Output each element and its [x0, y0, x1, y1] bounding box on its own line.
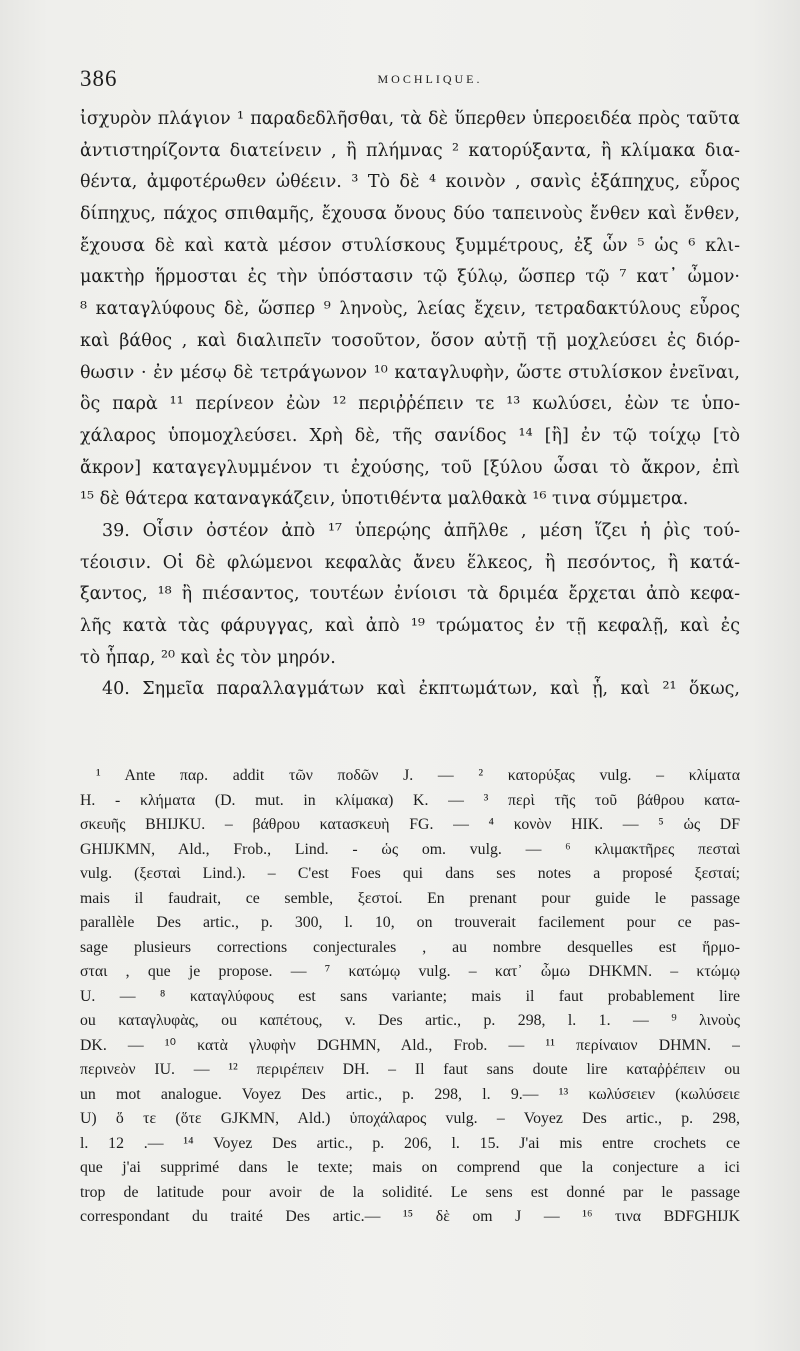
footnote-line: H. - κλήματα (D. mut. in κλίμακα) K. — ³ περὶ τῆς τοῦ βάθρου κατα- — [80, 791, 740, 809]
text-line: ὃς παρὰ ¹¹ περίνεον ἐὼν ¹² περιῤῥέπειν τε ¹³ κωλύσει, ἐὼν τε ὑπο- — [80, 394, 740, 415]
text-line: ξαντος, ¹⁸ ἢ πιέσαντος, τουτέων ἐνίοισι τὰ δριμέα ἔρχεται ἀπὸ κεφα- — [80, 584, 740, 605]
page-number: 386 — [80, 66, 118, 91]
footnote-line: correspondant du traité Des artic.— ¹⁵ δὲ om J — ¹⁶ τινα BDFGHIJK — [80, 1208, 740, 1225]
text-line: ἔχουσα δὲ καὶ κατὰ μέσον στυλίσκους ξυμμέτρους, ἐξ ὧν ⁵ ὡς ⁶ κλι- — [80, 235, 740, 256]
text-line: θέντα, ἀμφοτέρωθεν ὠθέειν. ³ Τὸ δὲ ⁴ κοινὸν , σανὶς ἑξάπηχυς, εὖρος — [80, 172, 740, 193]
text-line: τὸ ἧπαρ, ²⁰ καὶ ἐς τὸν μηρόν. — [80, 647, 336, 668]
greek-main-text — [80, 104, 740, 706]
footnote-line: trop de latitude pour avoir de la solidité. Le sens est donné par le passage — [80, 1183, 740, 1201]
text-line: ⁸ καταγλύφους δὲ, ὥσπερ ⁹ ληνοὺς, λείας ἔχειν, τετραδακτύλους εὖρος — [80, 299, 740, 320]
page-header — [80, 66, 740, 96]
footnote-line: que j'ai supprimé dans le texte; mais on comprend que la conjecture a ici — [80, 1159, 740, 1176]
text-line: μακτὴρ ἥρμοσται ἐς τὴν ὑπόστασιν τῷ ξύλῳ, ὥσπερ τῷ ⁷ κατ᾽ ὦμον· — [80, 267, 740, 288]
text-line: 39. Οἷσιν ὀστέον ἀπὸ ¹⁷ ὑπερῴης ἀπῆλθε , μέση ἵζει ἡ ῥὶς τού- — [102, 520, 740, 541]
text-line: τέοισιν. Οἱ δὲ φλώμενοι κεφαλὰς ἄνευ ἕλκεος, ἢ πεσόντος, ἢ κατά- — [80, 552, 740, 573]
text-line: ἄκρον] καταγεγλυμμένον τι ἐχούσης, τοῦ [ξύλου ὦσαι τὸ ἄκρον, ἐπὶ — [80, 457, 740, 478]
text-line: χάλαρος ὑπομοχλεύσει. Χρὴ δὲ, τῆς σανίδος ¹⁴ [ἢ] ἐν τῷ τοίχῳ [τὸ — [80, 425, 740, 446]
footnote-line: GHIJKMN, Ald., Frob., Lind. - ὡς om. vulg. — ⁶ κλιμακτῆρες πεσταὶ — [80, 840, 740, 858]
text-line: ἀντιστηρίζοντα διατείνειν , ἢ πλήμνας ² κατορύξαντα, ἢ κλίμακα δια- — [80, 140, 740, 161]
footnote-line: σκευῆς BHIJKU. – βάθρου κατασκευὴ FG. — ⁴ κονὸν HIK. — ⁵ ὡς DF — [80, 816, 740, 833]
text-line: καὶ βάθος , καὶ διαλιπεῖν τοσοῦτον, ὅσον αὐτῇ τῇ μοχλεύσει ἐς διόρ- — [80, 330, 740, 351]
footnote-line: σται , que je propose. — ⁷ κατώμῳ vulg. – κατ᾽ ὦμω DHKMN. – κτώμῳ — [80, 963, 740, 980]
footnote-line: vulg. (ξεσταὶ Lind.). – C'est Foes qui dans ses notes a proposé ξεσταί; — [80, 865, 740, 882]
footnote-line: U. — ⁸ καταγλύφους est sans variante; mais il faut probablement lire — [80, 987, 740, 1005]
footnote-line: ou καταγλυφὰς, ou καπέτους, v. Des artic., p. 298, l. 1. — ⁹ λινοὺς — [80, 1012, 740, 1029]
text-line: 40. Σημεῖα παραλλαγμάτων καὶ ἐκπτωμάτων, καὶ ᾗ, καὶ ²¹ ὅκως, — [102, 679, 740, 700]
footnote-line: ¹ Ante παρ. addit τῶν ποδῶν J. — ² κατορύξας vulg. – κλίματα — [96, 767, 740, 784]
footnote-line: περινεὸν IU. — ¹² περιρέπειν DH. – Il faut sans doute lire καταῤῥέπειν ou — [80, 1061, 740, 1078]
footnote-line: U) ὅ τε (ὅτε GJKMN, Ald.) ὑποχάλαρος vulg. – Voyez Des artic., p. 298, — [80, 1110, 740, 1127]
footnotes — [80, 764, 740, 1230]
footnote-line: mais il faudrait, ce semble, ξεστοί. En prenant pour guide le passage — [80, 889, 740, 907]
text-line: θωσιν · ἐν μέσῳ δὲ τετράγωνον ¹⁰ καταγλυφὴν, ὥστε στυλίσκον ἐνεῖναι, — [80, 362, 740, 383]
footnote-line: l. 12 .— ¹⁴ Voyez Des artic., p. 206, l. 15. J'ai mis entre crochets ce — [80, 1134, 740, 1152]
text-line: ἰσχυρὸν πλάγιον ¹ παραδεδλῆσθαι, τὰ δὲ ὕπερθεν ὑπεροειδέα πρὸς ταῦτα — [80, 109, 740, 129]
text-line: λῆς κατὰ τὰς φάρυγγας, καὶ ἀπὸ ¹⁹ τρώματος ἐν τῇ κεφαλῇ, καὶ ἐς — [80, 616, 740, 636]
footnote-line: DK. — ¹⁰ κατὰ γλυφὴν DGHMN, Ald., Frob. — ¹¹ περίναιον DHMN. – — [80, 1036, 740, 1054]
footnote-line: un mot analogue. Voyez Des artic., p. 298, l. 9.— ¹³ κωλύσειεν (κωλύσειε — [80, 1085, 740, 1103]
footnote-line: sage plusieurs corrections conjecturales , au nombre desquelles est ἥρμο- — [80, 938, 740, 956]
running-head: MOCHLIQUE. — [377, 72, 483, 86]
footnote-line: parallèle Des artic., p. 300, l. 10, on trouverait facilement pour ce pas- — [80, 914, 740, 931]
text-line: ¹⁵ δὲ θάτερα καταναγκάζειν, ὑποτιθέντα μαλθακὰ ¹⁶ τινα σύμμετρα. — [80, 489, 689, 510]
text-line: δίπηχυς, πάχος σπιθαμῆς, ἔχουσα ὄνους δύο ταπεινοὺς ἔνθεν καὶ ἔνθεν, — [80, 204, 740, 225]
